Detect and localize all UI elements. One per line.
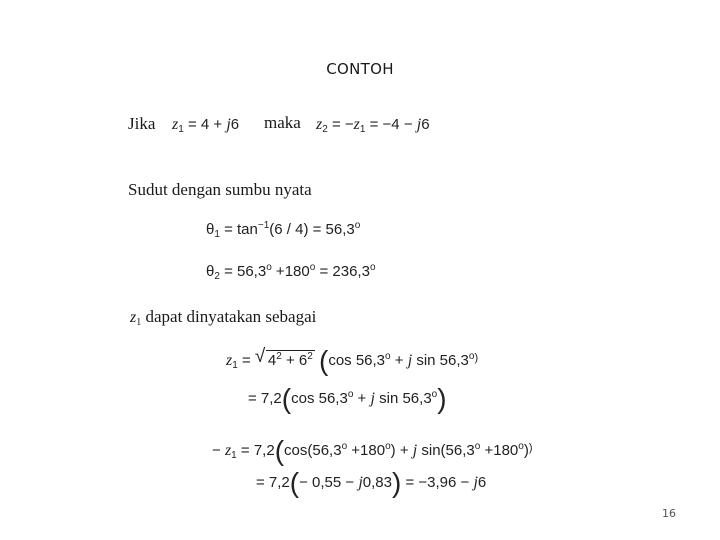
slide-title: CONTOH [326, 60, 394, 78]
equation-z1-polar: $z_1$ = √ $4^2 + 6^2$ (cos $56,3^o + j$ sin 56,3$^{o)}$ [226, 345, 478, 377]
page-number: 16 [662, 507, 676, 520]
sudut-label: Sudut dengan sumbu nyata [128, 180, 312, 199]
equation-theta2: $\theta_2 = 56,3^o +180^o = 236,3^o$ [206, 262, 376, 282]
z1-statement: $z_1$ dapat dinyatakan sebagai [130, 307, 317, 328]
maka-label: maka [264, 113, 301, 132]
z1-statement-text: dapat dinyatakan sebagai [145, 307, 317, 326]
equation-z1-polar-simplified: = 7,2(cos $56,3^o + j$ sin 56,3$^o$) [248, 383, 447, 414]
equation-neg-z1-rect: = 7,2(− 0,55 − j0,83) = −3,96 − j6 [256, 467, 487, 498]
equation-z1-definition: $z_1 = 4 + j6$ [172, 116, 240, 135]
equation-theta1: $\theta_1 = \tan^{-1}(6 / 4) = 56,3^o$ [206, 220, 361, 240]
equation-z2-definition: $z_2 = -z_1 = -4 - j6$ [316, 116, 430, 135]
jika-label: Jika [128, 114, 156, 133]
equation-neg-z1-polar: − $z_1 = 7,2(\cos(56,3^o +180^o) + j$ $\sin(56,3^o +180^o)^)$ [212, 435, 533, 466]
